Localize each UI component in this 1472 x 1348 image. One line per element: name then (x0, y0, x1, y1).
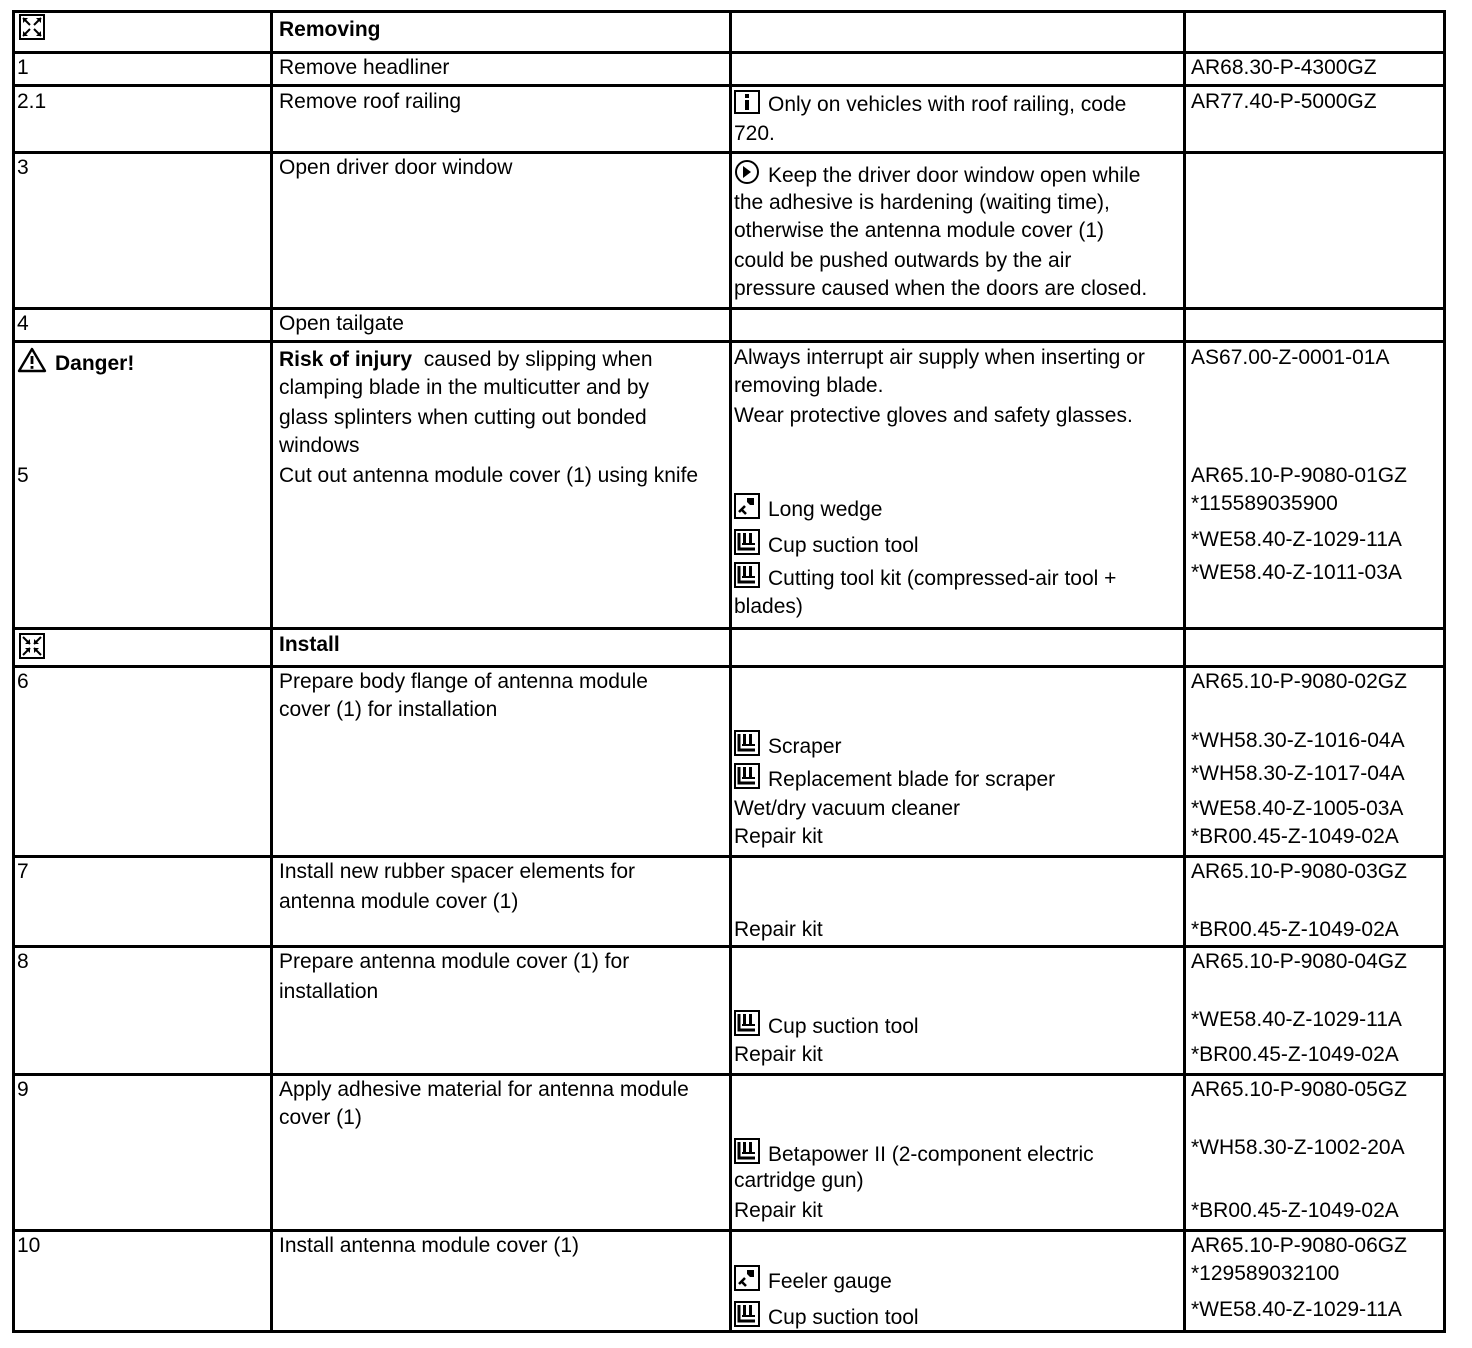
step-action: Install new rubber spacer elements for (279, 860, 636, 883)
note-line: Keep the driver door window open while (734, 159, 1140, 190)
step-action: Remove roof railing (279, 90, 462, 113)
step-number: 10 (17, 1234, 41, 1257)
risk-line: glass splinters when cutting out bonded (279, 406, 647, 429)
risk-line: windows (279, 434, 360, 457)
procedure-table (12, 10, 1446, 1333)
section-title: Removing (279, 18, 381, 41)
step-number: 4 (17, 312, 29, 335)
risk-line: clamping blade in the multicutter and by (279, 376, 650, 399)
note-line: Always interrupt air supply when inserting or (734, 346, 1145, 369)
tool-item: Feeler gauge (734, 1265, 892, 1296)
step-action: Open driver door window (279, 156, 513, 179)
step-action: Remove headliner (279, 56, 450, 79)
part-code: *WH58.30-Z-1002-20A (1191, 1136, 1405, 1159)
part-code: *115589035900 (1191, 492, 1338, 515)
tool-item: Scraper (734, 730, 842, 761)
part-code: *WE58.40-Z-1029-11A (1191, 528, 1402, 551)
info-icon (734, 90, 760, 114)
part-code: *WE58.40-Z-1011-03A (1191, 561, 1402, 584)
tool-item: Betapower II (2-component electric (734, 1138, 1094, 1169)
workshop-equipment-icon (734, 1138, 760, 1164)
step-number: 8 (17, 950, 29, 973)
part-code: *WH58.30-Z-1017-04A (1191, 762, 1405, 785)
tool-item: Repair kit (734, 1199, 823, 1222)
step-action: Open tailgate (279, 312, 404, 335)
step-number: 2.1 (17, 90, 47, 113)
step-number: 1 (17, 56, 29, 79)
special-tool-icon (734, 1265, 760, 1291)
part-code: *BR00.45-Z-1049-02A (1191, 825, 1399, 848)
table-row (15, 668, 1443, 855)
tool-item: cartridge gun) (734, 1169, 864, 1192)
step-action: Prepare body flange of antenna module (279, 670, 648, 693)
step-action: cover (1) (279, 1106, 362, 1129)
part-code: *WE58.40-Z-1005-03A (1191, 797, 1404, 820)
note-line: otherwise the antenna module cover (1) (734, 219, 1105, 242)
reference-link[interactable]: AR77.40-P-5000GZ (1191, 90, 1377, 113)
reference-link[interactable]: AR65.10-P-9080-06GZ (1191, 1234, 1407, 1257)
table-row (15, 87, 1443, 151)
part-code: *WE58.40-Z-1029-11A (1191, 1008, 1402, 1031)
note-line: pressure caused when the doors are closed. (734, 277, 1148, 300)
note-line: removing blade. (734, 374, 884, 397)
timer-icon (734, 159, 760, 185)
tool-item: Cutting tool kit (compressed-air tool + (734, 562, 1116, 593)
table-row (15, 154, 1443, 307)
part-code: *WH58.30-Z-1016-04A (1191, 729, 1405, 752)
note-line: Wear protective gloves and safety glasses. (734, 404, 1133, 427)
removal-icon (19, 14, 45, 48)
workshop-equipment-icon (734, 1010, 760, 1036)
warning-icon (17, 347, 47, 373)
note-line: 720. (734, 122, 775, 145)
reference-link[interactable]: AR65.10-P-9080-04GZ (1191, 950, 1407, 973)
step-number: 3 (17, 156, 29, 179)
reference-link[interactable]: AR65.10-P-9080-05GZ (1191, 1078, 1407, 1101)
part-code: *WE58.40-Z-1029-11A (1191, 1298, 1402, 1321)
note-line: Only on vehicles with roof railing, code (734, 90, 1126, 119)
part-code: *BR00.45-Z-1049-02A (1191, 1199, 1399, 1222)
workshop-equipment-icon (734, 529, 760, 555)
table-row (15, 343, 1443, 627)
step-action: Install antenna module cover (1) (279, 1234, 579, 1257)
part-code: *BR00.45-Z-1049-02A (1191, 918, 1399, 941)
section-header-install (15, 630, 1443, 665)
workshop-equipment-icon (734, 730, 760, 756)
reference-link[interactable]: AR65.10-P-9080-01GZ (1191, 464, 1407, 487)
table-row (15, 1076, 1443, 1229)
step-action: Prepare antenna module cover (1) for (279, 950, 630, 973)
workshop-equipment-icon (734, 562, 760, 588)
step-number: 5 (17, 464, 29, 487)
reference-link[interactable]: AS67.00-Z-0001-01A (1191, 346, 1390, 369)
special-tool-icon (734, 493, 760, 519)
step-action: installation (279, 980, 379, 1003)
installation-icon (19, 633, 45, 667)
workshop-equipment-icon (734, 763, 760, 789)
step-action: cover (1) for installation (279, 698, 498, 721)
tool-item: Replacement blade for scraper (734, 763, 1055, 794)
danger-label: Danger! (17, 347, 134, 378)
tool-item: Repair kit (734, 825, 823, 848)
reference-link[interactable]: AR65.10-P-9080-03GZ (1191, 860, 1407, 883)
step-action: antenna module cover (1) (279, 890, 519, 913)
step-number: 7 (17, 860, 29, 883)
step-action: Cut out antenna module cover (1) using knife (279, 464, 699, 487)
step-action: Apply adhesive material for antenna module (279, 1078, 689, 1101)
tool-item: Cup suction tool (734, 529, 919, 560)
step-number: 9 (17, 1078, 29, 1101)
tool-item: Cup suction tool (734, 1301, 919, 1332)
table-row (15, 948, 1443, 1073)
risk-line: Risk of injury caused by slipping when (279, 348, 653, 371)
section-header-removing (15, 13, 1443, 51)
note-line: could be pushed outwards by the air (734, 249, 1072, 272)
table-row (15, 54, 1443, 84)
reference-link[interactable]: AR65.10-P-9080-02GZ (1191, 670, 1407, 693)
part-code: *BR00.45-Z-1049-02A (1191, 1043, 1399, 1066)
section-title: Install (279, 633, 340, 656)
workshop-equipment-icon (734, 1301, 760, 1327)
step-number: 6 (17, 670, 29, 693)
table-row (15, 1232, 1443, 1330)
table-row (15, 310, 1443, 340)
tool-item: blades) (734, 595, 803, 618)
reference-link[interactable]: AR68.30-P-4300GZ (1191, 56, 1377, 79)
tool-item: Long wedge (734, 493, 882, 524)
note-line: the adhesive is hardening (waiting time), (734, 191, 1110, 214)
tool-item: Repair kit (734, 918, 823, 941)
tool-item: Wet/dry vacuum cleaner (734, 797, 961, 820)
tool-item: Cup suction tool (734, 1010, 919, 1041)
part-code: *129589032100 (1191, 1262, 1340, 1285)
table-row (15, 858, 1443, 945)
tool-item: Repair kit (734, 1043, 823, 1066)
